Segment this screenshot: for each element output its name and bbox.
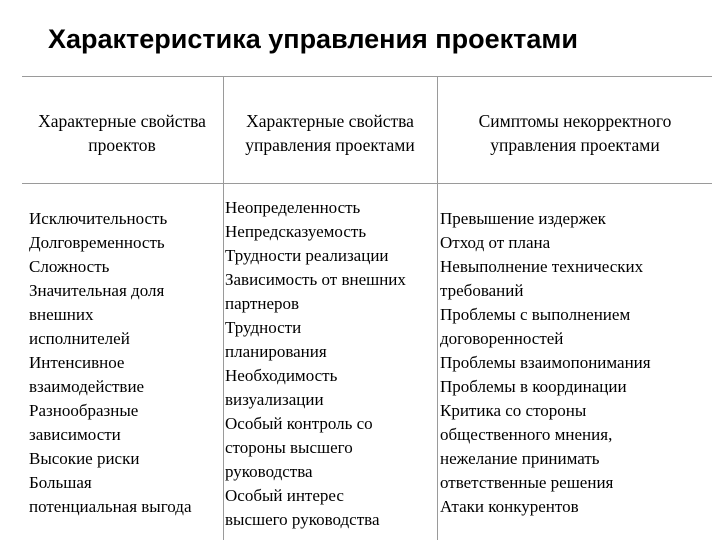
list-item: Исключительность [29,209,168,228]
list-item: исполнителей [29,329,130,348]
page-title: Характеристика управления проектами [48,24,578,54]
list-item: Проблемы в координации [440,377,627,396]
list-item: высшего руководства [225,510,380,529]
list-item: стороны высшего [225,438,353,457]
list-item: Проблемы с выполнением [440,305,631,324]
list-item: потенциальная выгода [29,497,192,516]
list-item: Критика со стороны [440,401,587,420]
list-item: Значительная доля [29,281,165,300]
list-item: Особый контроль со [225,414,373,433]
column-header-line: Характерные свойства [38,111,206,131]
column-header-line: Характерные свойства [246,111,414,131]
list-item: договоренностей [440,329,564,348]
list-item: зависимости [29,425,121,444]
column-header-symptoms [438,109,712,157]
list-item: Зависимость от внешних [225,270,406,289]
list-item: внешних [29,305,94,324]
management-properties-list [225,196,406,532]
list-item: Атаки конкурентов [440,497,579,516]
list-item: Превышение издержек [440,209,606,228]
column-header-line: управления проектами [490,135,660,155]
list-item: Долговременность [29,233,165,252]
column-header-project-properties [22,109,222,157]
column-header-line: управления проектами [245,135,415,155]
list-item: требований [440,281,524,300]
list-item: Сложность [29,257,110,276]
list-item: визуализации [225,390,324,409]
title-rule [22,76,712,77]
column-header-management-properties [224,109,436,157]
column-header-line: Симптомы некорректного [478,111,672,131]
list-item: руководства [225,462,313,481]
header-rule [22,183,712,184]
list-item: Разнообразные [29,401,139,420]
list-item: ответственные решения [440,473,614,492]
list-item: Особый интерес [225,486,344,505]
symptoms-list [440,207,651,519]
list-item: Необходимость [225,366,338,385]
list-item: Интенсивное [29,353,125,372]
project-properties-list [29,207,192,519]
column-header-line: проектов [88,135,156,155]
list-item: планирования [225,342,327,361]
list-item: Проблемы взаимопонимания [440,353,651,372]
list-item: партнеров [225,294,300,313]
list-item: Невыполнение технических [440,257,644,276]
list-item: Непредсказуемость [225,222,367,241]
list-item: взаимодействие [29,377,145,396]
list-item: нежелание принимать [440,449,600,468]
list-item: Неопределенность [225,198,361,217]
list-item: Трудности [225,318,302,337]
list-item: Высокие риски [29,449,140,468]
list-item: Большая [29,473,92,492]
list-item: Отход от плана [440,233,551,252]
list-item: общественного мнения, [440,425,613,444]
list-item: Трудности реализации [225,246,389,265]
